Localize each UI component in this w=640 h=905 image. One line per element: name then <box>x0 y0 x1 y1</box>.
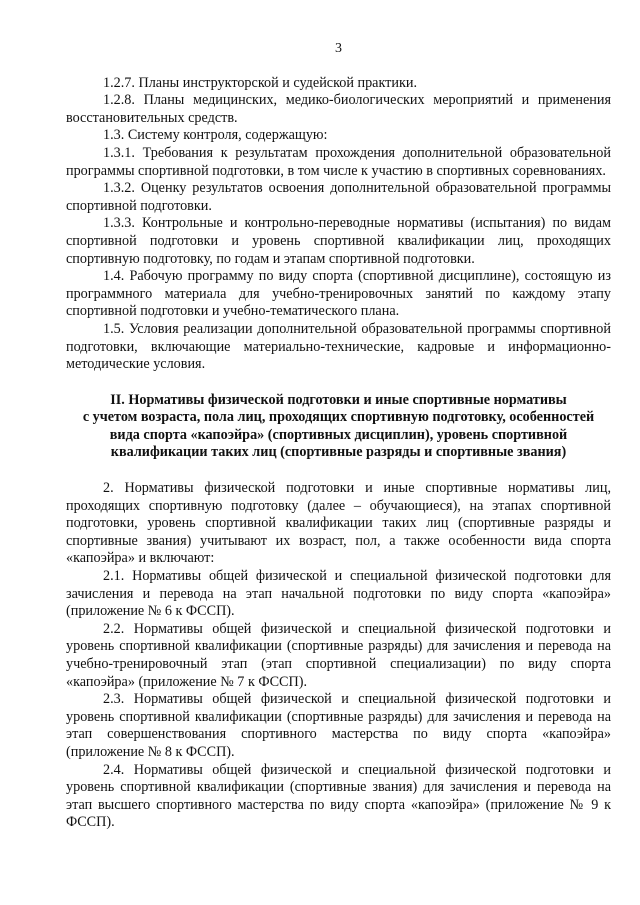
paragraph-1-3-3: 1.3.3. Контрольные и контрольно-переводные нормативы (испытания) по видам спортивной подготовки и уровень спортивной квалификации лиц, проходящих спортивную подготовку, по годам и этапам спортивной подготовки. <box>66 215 611 267</box>
paragraphs-before-section <box>66 75 611 374</box>
page-number: 3 <box>335 41 342 56</box>
section-heading-line-2: с учетом возраста, пола лиц, проходящих спортивную подготовку, особенностей <box>82 409 595 426</box>
paragraph-1-2-8: 1.2.8. Планы медицинских, медико-биологических мероприятий и применения восстановительных средств. <box>66 92 611 126</box>
paragraph-2-4: 2.4. Нормативы общей физической и специальной физической подготовки и уровень спортивной квалификации (спортивные звания) для зачисления и перевода на этап высшего спортивного мастерства по виду спорта «капоэйра» (приложение № 9 к ФССП). <box>66 761 611 831</box>
paragraph-2-1: 2.1. Нормативы общей физической и специальной физической подготовки для зачисления и перевода на этап начальной подготовки по виду спорта «капоэйра» (приложение № 6 к ФССП). <box>66 568 611 620</box>
section-heading-line-1: II. Нормативы физической подготовки и иные спортивные нормативы <box>110 391 567 408</box>
section-heading-line-4: квалификации таких лиц (спортивные разряды и спортивные звания) <box>110 444 567 461</box>
document-page <box>66 40 611 832</box>
paragraph-2-3: 2.3. Нормативы общей физической и специальной физической подготовки и уровень спортивной квалификации (спортивные разряды) для зачисления и перевода на этап совершенствования спортивного мастерства по виду спорта «капоэйра» (приложение № 8 к ФССП). <box>66 691 611 760</box>
paragraph-1-5: 1.5. Условия реализации дополнительной образовательной программы спортивной подготовки, включающие материально-технические, кадровые и информационно-методические условия. <box>66 320 611 373</box>
paragraph-1-4: 1.4. Рабочую программу по виду спорта (спортивной дисциплине), состоящую из программного материала для учебно-тренировочных занятий по каждому этапу спортивной подготовки и учебно-тематического плана. <box>66 268 611 320</box>
paragraph-1-2-7: 1.2.7. Планы инструкторской и судейской практики. <box>103 74 417 91</box>
paragraphs-after-section <box>66 480 611 832</box>
paragraph-1-3: 1.3. Систему контроля, содержащую: <box>103 127 328 144</box>
section-heading <box>66 392 611 462</box>
paragraph-2-2: 2.2. Нормативы общей физической и специальной физической подготовки и уровень спортивной квалификации (спортивные разряды) для зачисления и перевода на учебно-тренировочный этап (этап спортивной специализации) по виду спорта «капоэйра» (приложение № 7 к ФССП). <box>66 620 611 690</box>
paragraph-1-3-2: 1.3.2. Оценку результатов освоения дополнительной образовательной программы спортивной подготовки. <box>66 180 611 214</box>
section-heading-line-3: вида спорта «капоэйра» (спортивных дисциплин), уровень спортивной <box>109 426 568 443</box>
paragraph-1-3-1: 1.3.1. Требования к результатам прохождения дополнительной образовательной программы спортивной подготовки, в том числе к участию в спортивных соревнованиях. <box>66 144 611 179</box>
paragraph-2: 2. Нормативы физической подготовки и иные спортивные нормативы лиц, проходящих спортивную подготовку (далее – обучающиеся), на этапах спортивной подготовки, уровень спортивной квалификации таких лиц (спортивные разряды и спортивные звания) учитывают их возраст, пол, а также особенности вида спорта «капоэйра» и включают: <box>66 480 611 567</box>
